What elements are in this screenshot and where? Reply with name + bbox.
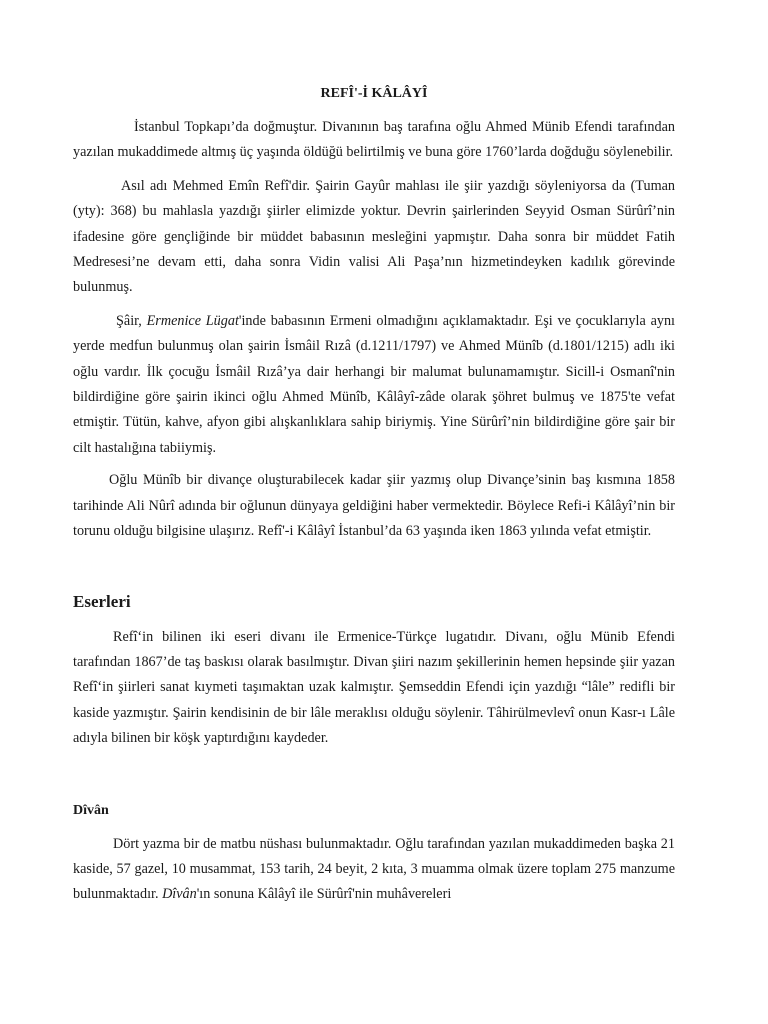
document-title: REFÎ'-İ KÂLÂYÎ xyxy=(320,86,428,101)
paragraph-family xyxy=(73,309,675,461)
document-page xyxy=(73,84,675,908)
paragraph-name: Asıl adı Mehmed Emîn Refî'dir. Şairin Gayûr mahlası ile şiir yazdığı söyleniyorsa da (Tuman (yty): 368) bu mahlasla yazdığı şiirler elimizde yoktur. Devrin şairlerinden Seyyid Osman Sürûrî’nin ifadesine göre gençliğinde bir müddet babasının mesleğini yapmıştır. Daha sonra bir müddet Fatih Medresesi’ne devam etti, daha sonra Vidin valisi Ali Paşa’nın hizmetindeyken kadılık görevinde bulunmuş. xyxy=(73,177,675,296)
italic-title-divan: Dîvân xyxy=(162,886,197,903)
paragraph-death: Oğlu Münîb bir divançe oluşturabilecek kadar şiir yazmış olup Divançe’sinin baş kısmına 1858 tarihinde Ali Nûrî adında bir oğlunun dünyaya geldiğini haber vermektedir. Böylece Refi-i Kâlâyî’nin bir torunu olduğu bilgisine ulaşırız. Refî'-i Kâlâyî İstanbul’da 63 yaşında iken 1863 yılında vefat etmiştir. xyxy=(73,472,675,540)
paragraph-works: Refî‘in bilinen iki eseri divanı ile Ermenice-Türkçe lugatıdır. Divanı, oğlu Münib Efendi tarafından 1867’de taş baskısı olarak basılmıştır. Divan şiiri nazım şekillerinin hemen hepsinde şiir yazan Refî‘in şiirleri sanat kıymeti taşımaktan uzak kalmıştır. Şemseddin Efendi için yazdığı “lâle” redifli bir kaside yazmıştır. Şairin kendisinin de bir lâle meraklısı olduğu söylenir. Tâhirülmevlevî onun Kasr-ı Lâle adıyla bilinen bir köşk yaptırdığını kaydeder. xyxy=(73,628,675,747)
section-heading-eserleri: Eserleri xyxy=(73,591,131,611)
paragraph-divan-rest: 'ın sonuna Kâlâyî ile Sürûrî'nin muhâvereleri xyxy=(196,886,452,903)
paragraph-family-start: Şâir, xyxy=(116,312,147,329)
paragraph-family-rest: 'inde babasının Ermeni olmadığını açıklamaktadır. Eşi ve çocuklarıyla aynı yerde medfun bulunmuş olan şairin İsmâil Rızâ (d.1211/1797) ve Ahmed Münîb (d.1801/1215) adlı iki oğlu vardır. İlk çocuğu İsmâil Rızâ’ya dair herhangi bir malumat bulunamamıştır. Sicill-i Osmanî'nin bildirdiğine göre şairin ikinci oğlu Ahmed Münîb, Kâlâyî-zâde olarak şöhret bulmuş ve 1875'te vefat etmiştir. Tütün, kahve, afyon gibi alışkanlıklara sahip biriymiş. Yine Sürûrî’nin bildirdiğine göre şair bir cilt hastalığına tabiiymiş. xyxy=(73,312,675,456)
italic-title-ermenice-lugat: Ermenice Lügat xyxy=(146,312,239,329)
paragraph-divan xyxy=(73,832,675,908)
section-heading-divan: Dîvân xyxy=(73,802,109,818)
paragraph-divan-start: Dört yazma bir de matbu nüshası bulunmaktadır. Oğlu tarafından yazılan mukaddimeden başka 21 kaside, 57 gazel, 10 musammat, 153 tarih, 24 beyit, 2 kıta, 3 muamma olmak üzere toplam 275 manzume bulunmaktadır. xyxy=(73,835,675,903)
paragraph-birth: İstanbul Topkapı’da doğmuştur. Divanının baş tarafına oğlu Ahmed Münib Efendi tarafından yazılan mukaddimede altmış üç yaşında öldüğü belirtilmiş ve buna göre 1760’larda doğduğu söylenebilir. xyxy=(73,119,675,161)
